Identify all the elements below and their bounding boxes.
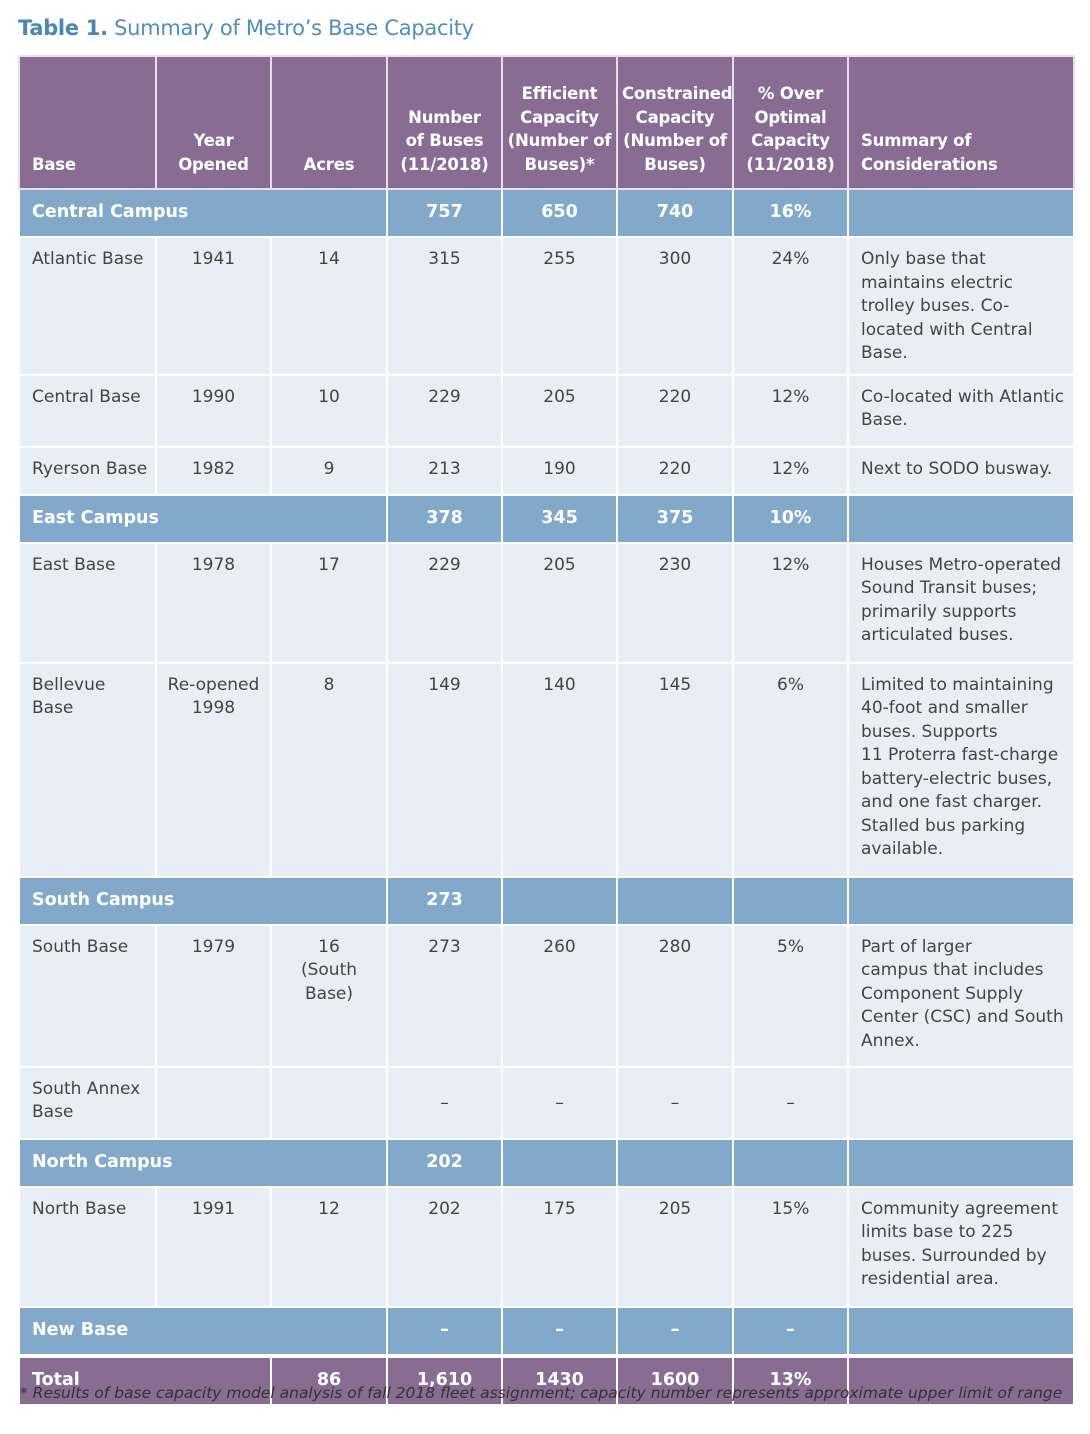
acres: 17 (271, 543, 387, 663)
notes: Limited to maintaining 40-foot and smaller buses. Supports 11 Proterra fast-charge battery-electric buses, and one fast charger. Stalled bus parking available. (848, 663, 1074, 877)
header-row (19, 56, 1074, 189)
campus-row-new-base (19, 1307, 1074, 1356)
acres: 16 (South Base) (271, 925, 387, 1067)
campus-notes (848, 189, 1074, 237)
acres: 14 (271, 237, 387, 375)
campus-efficient: 650 (502, 189, 617, 237)
campus-efficient: 345 (502, 495, 617, 543)
table-caption: Summary of Metro’s Base Capacity (114, 16, 474, 40)
base-name: Ryerson Base (19, 447, 156, 495)
buses: – (387, 1067, 502, 1139)
base-name: Central Base (19, 375, 156, 447)
campus-name: New Base (19, 1307, 387, 1356)
base-name: East Base (19, 543, 156, 663)
acres: 8 (271, 663, 387, 877)
buses: 229 (387, 375, 502, 447)
buses: 315 (387, 237, 502, 375)
campus-over: – (733, 1307, 848, 1356)
efficient: 140 (502, 663, 617, 877)
efficient: 175 (502, 1187, 617, 1307)
total-label: Total (19, 1356, 271, 1405)
over: 12% (733, 375, 848, 447)
campus-row-north (19, 1139, 1074, 1187)
header-year-opened: Year Opened (156, 56, 271, 189)
over: 12% (733, 447, 848, 495)
buses: 229 (387, 543, 502, 663)
notes: Co-located with Atlantic Base. (848, 375, 1074, 447)
buses: 149 (387, 663, 502, 877)
header-acres: Acres (271, 56, 387, 189)
acres: 12 (271, 1187, 387, 1307)
campus-efficient (502, 1139, 617, 1187)
campus-name: East Campus (19, 495, 387, 543)
efficient: – (502, 1067, 617, 1139)
base-name: South Annex Base (19, 1067, 156, 1139)
campus-notes (848, 877, 1074, 925)
constrained: 230 (617, 543, 733, 663)
table-row (19, 237, 1074, 375)
campus-efficient: – (502, 1307, 617, 1356)
year-opened: 1979 (156, 925, 271, 1067)
buses: 213 (387, 447, 502, 495)
campus-name: Central Campus (19, 189, 387, 237)
header-percent-over: % Over Optimal Capacity (11/2018) (733, 56, 848, 189)
base-name: South Base (19, 925, 156, 1067)
campus-row-east (19, 495, 1074, 543)
campus-row-south (19, 877, 1074, 925)
campus-over: 16% (733, 189, 848, 237)
base-capacity-table (18, 55, 1075, 1406)
table-row (19, 543, 1074, 663)
notes: Next to SODO busway. (848, 447, 1074, 495)
year-opened: 1990 (156, 375, 271, 447)
table-row (19, 375, 1074, 447)
constrained: 280 (617, 925, 733, 1067)
total-buses: 1,610 (387, 1356, 502, 1405)
efficient: 190 (502, 447, 617, 495)
efficient: 260 (502, 925, 617, 1067)
base-name: Bellevue Base (19, 663, 156, 877)
campus-name: North Campus (19, 1139, 387, 1187)
table-title (18, 16, 474, 40)
campus-over (733, 1139, 848, 1187)
campus-constrained (617, 877, 733, 925)
campus-notes (848, 1307, 1074, 1356)
constrained: 205 (617, 1187, 733, 1307)
notes (848, 1067, 1074, 1139)
header-constrained-capacity: Constrained Capacity (Number of Buses) (617, 56, 733, 189)
acres: 9 (271, 447, 387, 495)
base-name: North Base (19, 1187, 156, 1307)
over: – (733, 1067, 848, 1139)
header-efficient-capacity: Efficient Capacity (Number of Buses)* (502, 56, 617, 189)
total-acres: 86 (271, 1356, 387, 1405)
campus-over: 10% (733, 495, 848, 543)
notes: Community agreement limits base to 225 buses. Surrounded by residential area. (848, 1187, 1074, 1307)
header-number-of-buses: Number of Buses (11/2018) (387, 56, 502, 189)
header-summary: Summary of Considerations (848, 56, 1074, 189)
campus-row-central (19, 189, 1074, 237)
table-number: Table 1. (18, 16, 108, 40)
header-base: Base (19, 56, 156, 189)
acres: 10 (271, 375, 387, 447)
year-opened (156, 1067, 271, 1139)
total-efficient: 1430 (502, 1356, 617, 1405)
year-opened: 1982 (156, 447, 271, 495)
footnote: * Results of base capacity model analysis of fall 2018 fleet assignment; capacity number represents approximate upper limit of range (20, 1384, 1063, 1402)
campus-notes (848, 1139, 1074, 1187)
year-opened: 1978 (156, 543, 271, 663)
campus-notes (848, 495, 1074, 543)
campus-buses: 202 (387, 1139, 502, 1187)
campus-buses: 757 (387, 189, 502, 237)
efficient: 205 (502, 543, 617, 663)
table-row (19, 1187, 1074, 1307)
buses: 202 (387, 1187, 502, 1307)
constrained: 220 (617, 375, 733, 447)
over: 24% (733, 237, 848, 375)
table-row (19, 447, 1074, 495)
acres (271, 1067, 387, 1139)
constrained: – (617, 1067, 733, 1139)
base-name: Atlantic Base (19, 237, 156, 375)
table-row (19, 663, 1074, 877)
over: 12% (733, 543, 848, 663)
constrained: 300 (617, 237, 733, 375)
total-over: 13% (733, 1356, 848, 1405)
over: 6% (733, 663, 848, 877)
constrained: 145 (617, 663, 733, 877)
campus-constrained: 740 (617, 189, 733, 237)
year-opened: 1991 (156, 1187, 271, 1307)
campus-over (733, 877, 848, 925)
campus-constrained (617, 1139, 733, 1187)
campus-constrained: 375 (617, 495, 733, 543)
notes: Houses Metro-operated Sound Transit buses; primarily supports articulated buses. (848, 543, 1074, 663)
campus-buses: 273 (387, 877, 502, 925)
efficient: 255 (502, 237, 617, 375)
campus-constrained: – (617, 1307, 733, 1356)
year-opened: Re-opened 1998 (156, 663, 271, 877)
campus-efficient (502, 877, 617, 925)
total-constrained: 1600 (617, 1356, 733, 1405)
notes: Part of larger campus that includes Component Supply Center (CSC) and South Annex. (848, 925, 1074, 1067)
table-row (19, 1067, 1074, 1139)
table-row (19, 925, 1074, 1067)
over: 15% (733, 1187, 848, 1307)
year-opened: 1941 (156, 237, 271, 375)
constrained: 220 (617, 447, 733, 495)
notes: Only base that maintains electric trolley buses. Co-located with Central Base. (848, 237, 1074, 375)
over: 5% (733, 925, 848, 1067)
efficient: 205 (502, 375, 617, 447)
campus-name: South Campus (19, 877, 387, 925)
campus-buses: 378 (387, 495, 502, 543)
buses: 273 (387, 925, 502, 1067)
campus-buses: – (387, 1307, 502, 1356)
